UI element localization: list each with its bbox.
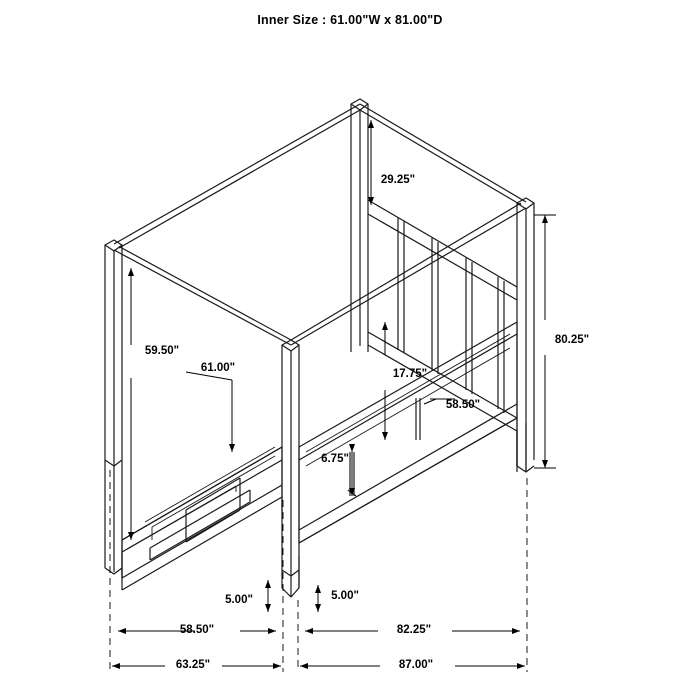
dim-label-overall-height: 80.25" [554,334,590,346]
dim-label-headboard-height-left: 59.50" [144,345,180,357]
dim-label-deck-clearance: 6.75" [321,453,349,465]
dim-label-leg-height-right: 5.00" [331,590,359,602]
dim-label-overall-width: 63.25" [175,659,211,671]
dim-label-side-rail-length: 58.50" [445,399,481,411]
dim-label-canopy-post-top: 29.25" [380,174,416,186]
dim-label-depth-front-right: 82.25" [396,624,432,636]
page-title: Inner Size : 61.00"W x 81.00"D [257,13,443,27]
dim-label-overall-depth: 87.00" [398,659,434,671]
dim-label-width-front-left: 58.50" [179,624,215,636]
dim-label-footboard-rail-height: 17.75" [392,368,428,380]
dim-label-leg-height-left: 5.00" [225,594,253,606]
dim-label-inner-width: 61.00" [200,362,236,374]
bed-frame-geometry [105,99,534,622]
